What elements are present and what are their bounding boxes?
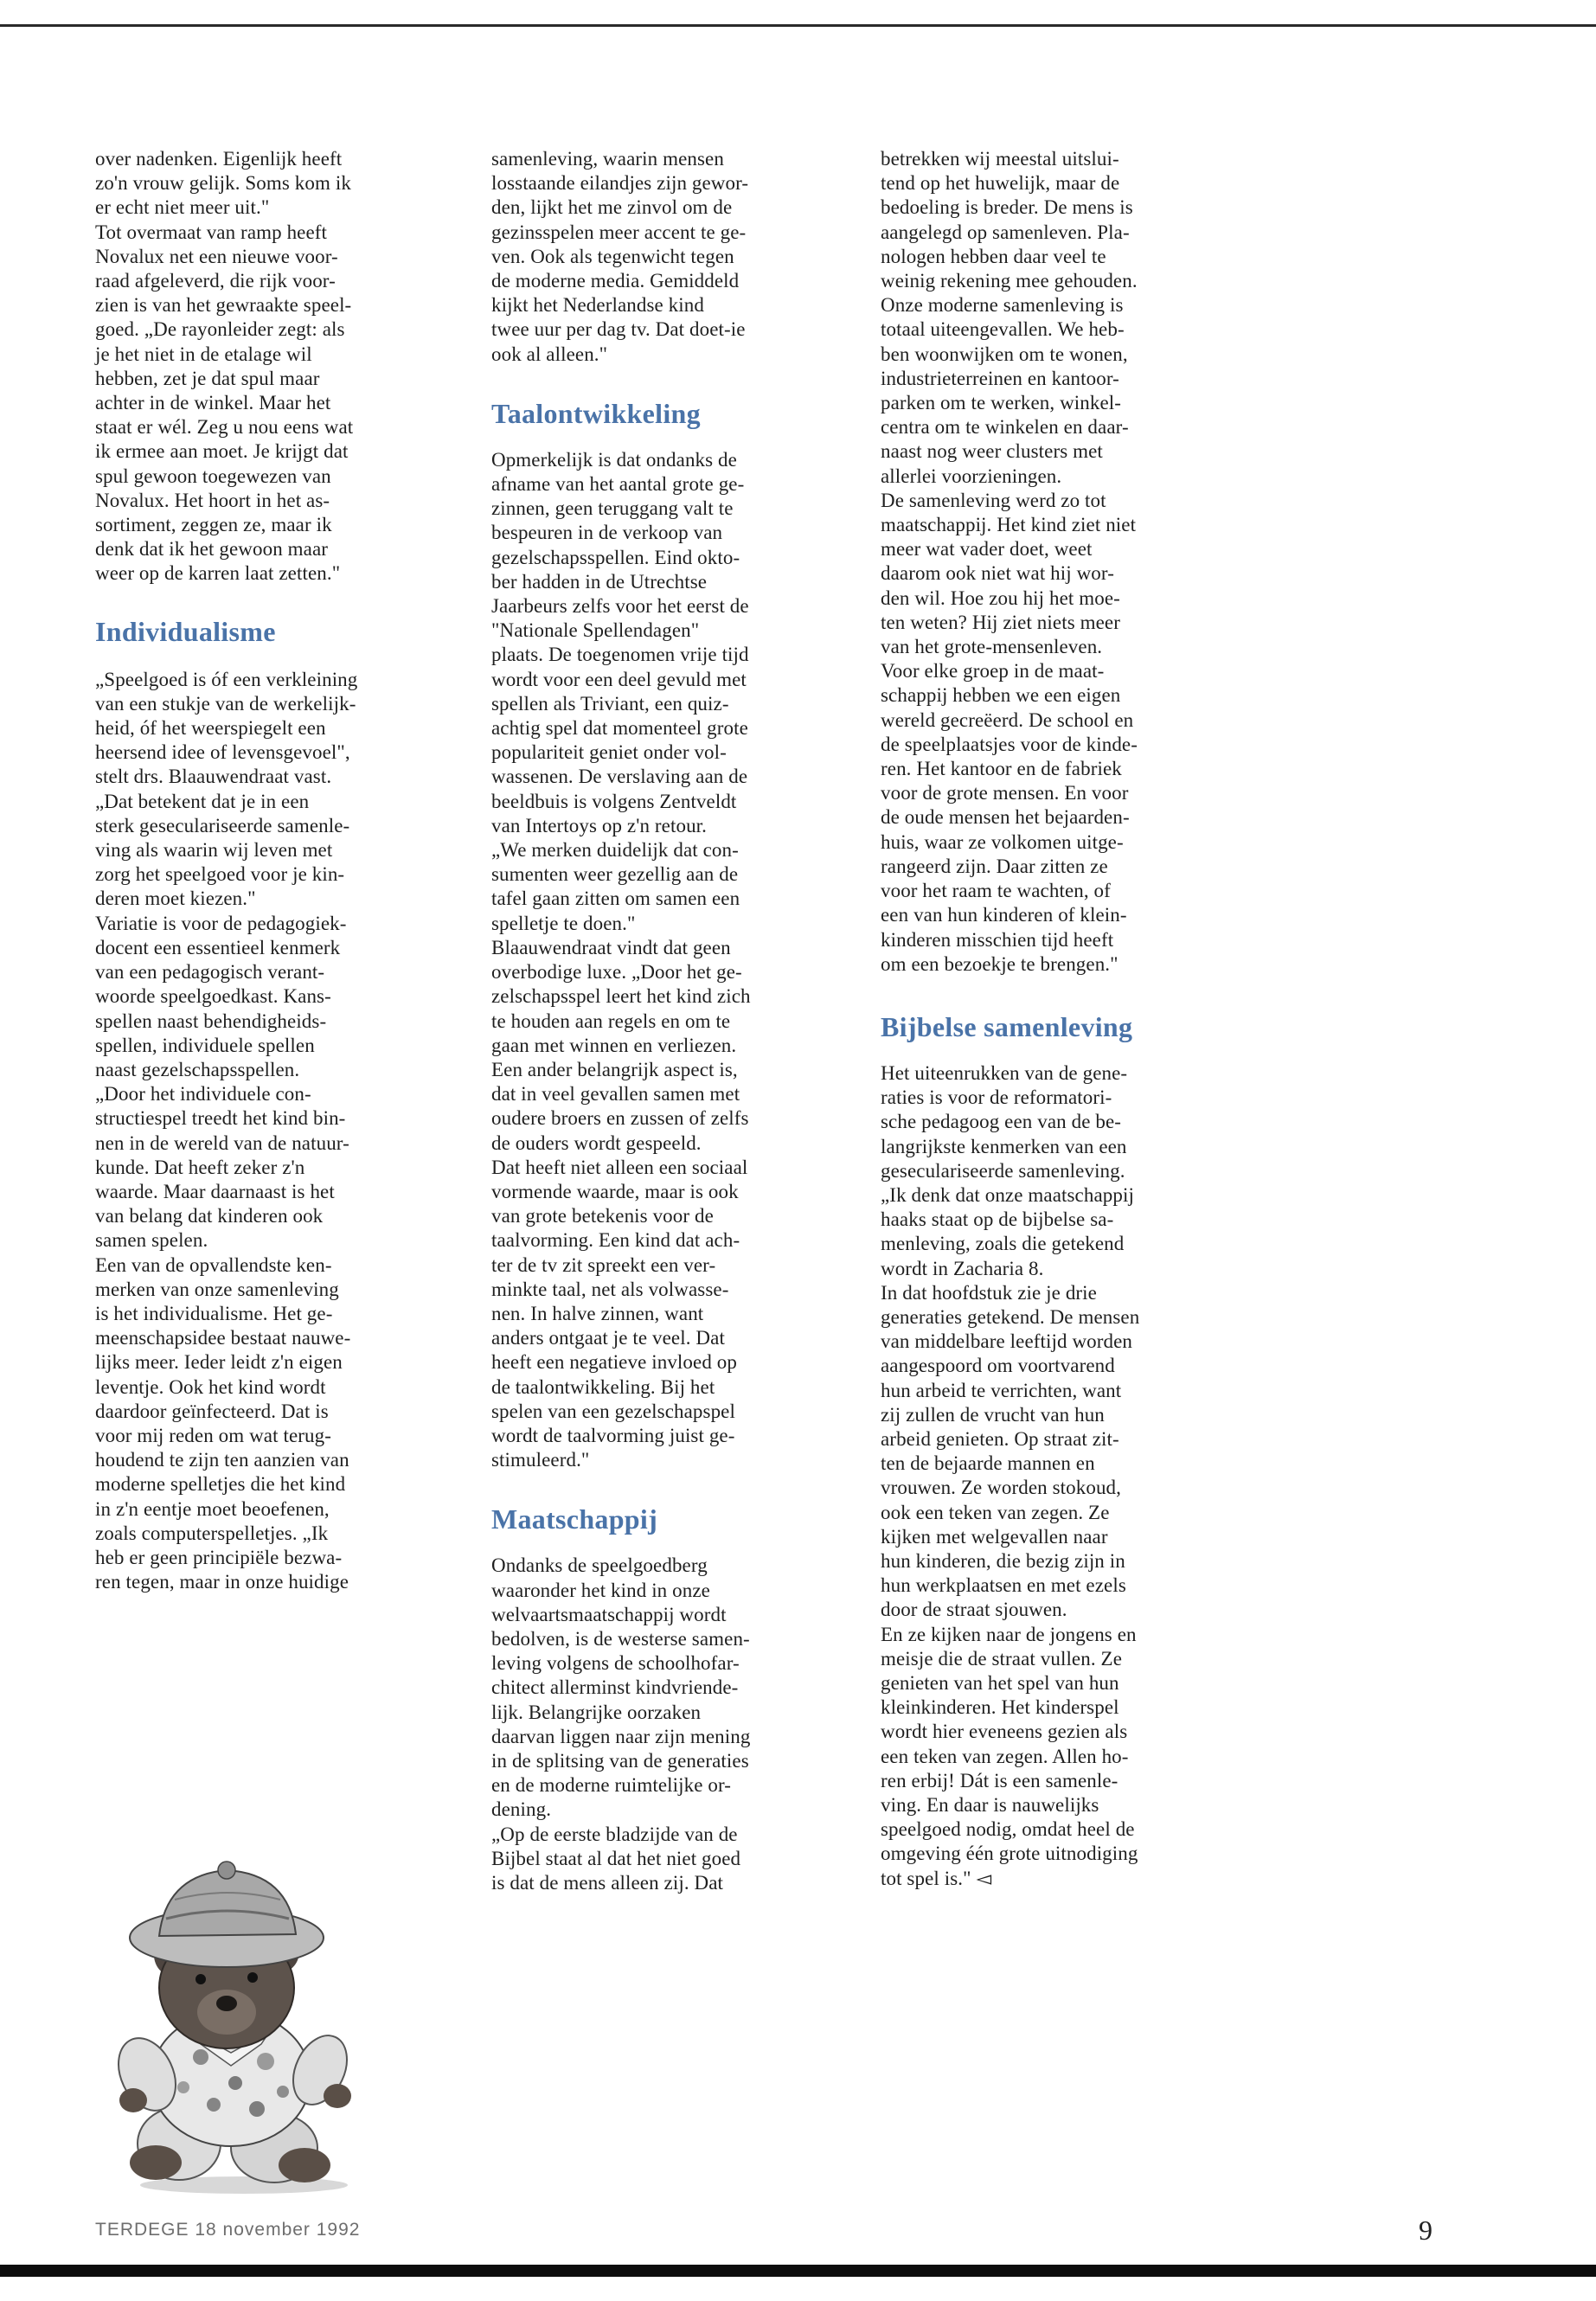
teddy-bear-photo <box>97 1858 382 2195</box>
column-2-paragraph-3: Ondanks de speelgoedberg waaronder het kind in onze welvaartsmaatschappij wordt bedolven, is de westerse samen- leving volgens de schoolhofar- chitect allerminst kindvriende- lijk. Belangrijke oorzaken daarvan liggen naar zijn mening in de splitsing van de generaties en de moderne ruimtelijke or- dening. „Op de eerste bladzijde van de Bijbel staat al dat het niet goed is dat de mens alleen zij. Dat <box>491 1554 751 1894</box>
top-rule <box>0 24 1596 27</box>
article-column-2 <box>491 147 853 1895</box>
column-1-paragraph-2: „Speelgoed is óf een verkleining van een stukje van de werkelijk- heid, óf het weerspiegelt een heersend idee of levensgevoel", stelt drs. Blaauwendraat vast. „Dat betekent dat je in een sterk geseculariseerde samenle- ving als waarin wij leven met zorg het speelgoed voor je kin- deren moet kiezen." Variatie is voor de pedagogiek- docent een essentieel kenmerk van een pedagogisch verant- woorde speelgoedkast. Kans- spellen naast behendigheids- spellen, individuele spellen naast gezelschapsspellen. „Door het individuele con- structiespel treedt het kind bin- nen in de wereld van de natuur- kunde. Dat heeft zeker z'n waarde. Maar daarnaast is het van belang dat kinderen ook samen spelen. Een van de opvallendste ken- merken van onze samenleving is het individualisme. Het ge- meenschapsidee bestaat nauwe- lijks meer. Ieder leidt z'n eigen leventje. Ook het kind wordt daardoor geïnfecteerd. Dat is voor mij reden om wat terug- houdend te zijn ten aanzien van moderne spelletjes die het kind in z'n eentje moet beoefenen, zoals computerspelletjes. „Ik heb er geen principiële bezwa- ren tegen, maar in onze huidige <box>95 668 358 1593</box>
heading-taalontwikkeling: Taalontwikkeling <box>491 397 701 429</box>
heading-individualisme: Individualisme <box>95 615 276 647</box>
heading-maatschappij: Maatschappij <box>491 1503 658 1535</box>
bottom-rule <box>0 2265 1596 2277</box>
footer-credit: TERDEGE 18 november 1992 <box>95 2220 361 2240</box>
article-column-3 <box>881 147 1242 1891</box>
heading-bijbelse-samenleving: Bijbelse samenleving <box>881 1010 1133 1042</box>
column-1-paragraph-1: over nadenken. Eigenlijk heeft zo'n vrouw gelijk. Soms kom ik er echt niet meer uit." Tot overmaat van ramp heeft Novalux net een nieuwe voor- raad afgeleverd, die rijk voor- zien is van het gewraakte speel- goed. „De rayonleider zegt: als je het niet in de etalage wil hebben, zet je dat spul maar achter in de winkel. Maar het staat er wél. Zeg u nou eens wat ik ermee aan moet. Je krijgt dat spul gewoon toegewezen van Novalux. Het hoort in het as- sortiment, zeggen ze, maar ik denk dat ik het gewoon maar weer op de karren laat zetten." <box>95 148 354 585</box>
column-3-paragraph-2: Het uiteenrukken van de gene- raties is voor de reformatori- sche pedagoog een van de be- langrijkste kenmerken van een geseculariseerde samenleving. „Ik denk dat onze maatschappij haaks staat op de bijbelse sa- menleving, zoals die getekend wordt in Zacharia 8. In dat hoofdstuk zie je drie generaties getekend. De mensen van middelbare leeftijd worden aangespoord om voortvarend hun arbeid te verrichten, want zij zullen de vrucht van hun arbeid genieten. Op straat zit- ten de bejaarde mannen en vrouwen. Ze worden stokoud, ook een teken van zegen. Ze kijken met welgevallen naar hun kinderen, die bezig zijn in hun werkplaatsen en met ezels door de straat sjouwen. En ze kijken naar de jongens en meisje die de straat vullen. Ze genieten van het spel van hun kleinkinderen. Het kinderspel wordt hier eveneens gezien als een teken van zegen. Allen ho- ren erbij! Dát is een samenle- ving. En daar is nauwelijks speelgoed nodig, omdat heel de omgeving één grote uitnodiging tot spel is." ◅ <box>881 1061 1140 1889</box>
article-column-1 <box>95 147 457 1594</box>
bear-hat <box>130 1862 324 1967</box>
page-number: 9 <box>1419 2214 1433 2246</box>
column-3-paragraph-1: betrekken wij meestal uitslui- tend op het huwelijk, maar de bedoeling is breder. De mens is aangelegd op samenleven. Pla- nologen hebben daar veel te weinig rekening mee gehouden. Onze moderne samenleving is totaal uiteengevallen. We heb- ben woonwijken om te wonen, industrieterreinen en kantoor- parken om te werken, winkel- centra om te winkelen en daar- naast nog weer clusters met allerlei voorzieningen. De samenleving werd zo tot maatschappij. Het kind ziet niet meer wat vader doet, weet daarom ook niet wat hij wor- den wil. Hoe zou hij het moe- ten weten? Hij ziet niets meer van het grote-mensenleven. Voor elke groep in de maat- schappij hebben we een eigen wereld gecreëerd. De school en de speelplaatsjes voor de kinde- ren. Het kantoor en de fabriek voor de grote mensen. En voor de oude mensen het bejaarden- huis, waar ze volkomen uitge- rangeerd zijn. Daar zitten ze voor het raam te wachten, of een van hun kinderen of klein- kinderen misschien tijd heeft om een bezoekje te brengen." <box>881 148 1138 975</box>
column-2-paragraph-2: Opmerkelijk is dat ondanks de afname van het aantal grote ge- zinnen, geen teruggang valt te bespeuren in de verkoop van gezelschapsspellen. Eind okto- ber hadden in de Utrechtse Jaarbeurs zelfs voor het eerst de "Nationale Spellendagen" plaats. De toegenomen vrije tijd wordt voor een deel gevuld met spellen als Triviant, een quiz- achtig spel dat momenteel grote populariteit geniet onder vol- wassenen. De verslaving aan de beeldbuis is volgens Zentveldt van Intertoys op z'n retour. „We merken duidelijk dat con- sumenten weer gezellig aan de tafel gaan zitten om samen een spelletje te doen." Blaauwendraat vindt dat geen overbodige luxe. „Door het ge- zelschapsspel leert het kind zich te houden aan regels en om te gaan met winnen en verliezen. Een ander belangrijk aspect is, dat in veel gevallen samen met oudere broers en zussen of zelfs de ouders wordt gespeeld. Dat heeft niet alleen een sociaal vormende waarde, maar is ook van grote betekenis voor de taalvorming. Een kind dat ach- ter de tv zit spreekt een ver- minkte taal, net als volwasse- nen. In halve zinnen, want anders ontgaat je te veel. Dat heeft een negatieve invloed op de taalontwikkeling. Bij het spelen van een gezelschapspel wordt de taalvorming juist ge- stimuleerd." <box>491 448 751 1471</box>
column-2-paragraph-1: samenleving, waarin mensen losstaande eilandjes zijn gewor- den, lijkt het me zinvol om de gezinsspelen meer accent te ge- ven. Ook als tegenwicht tegen de moderne media. Gemiddeld kijkt het Nederlandse kind twee uur per dag tv. Dat doet-ie ook al alleen." <box>491 148 749 365</box>
